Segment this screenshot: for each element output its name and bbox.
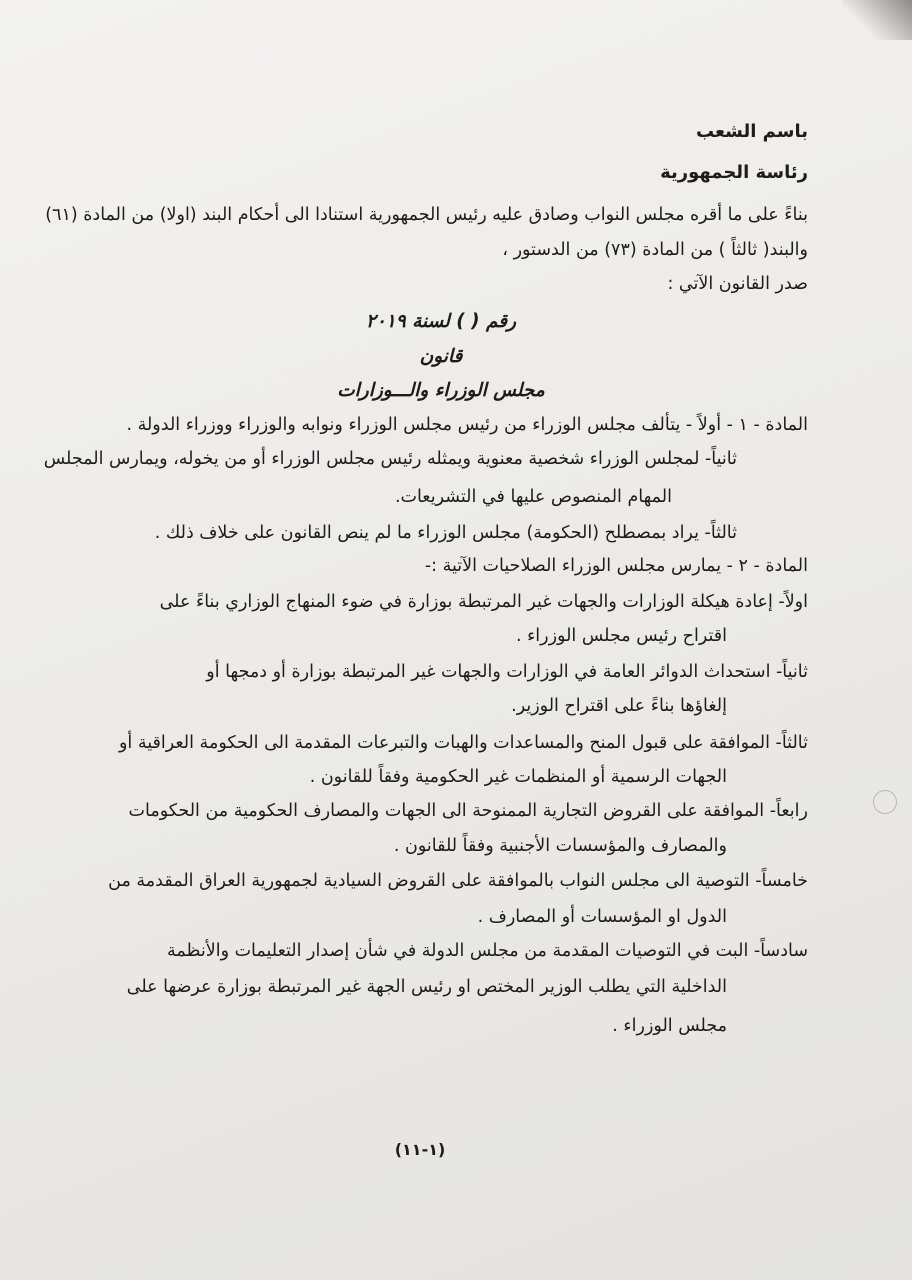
law-name: مجلس الوزراء والـــوزارات <box>337 380 545 401</box>
article-line: رابعاً- الموافقة على القروض التجارية الممنوحة الى الجهات والمصارف الحكومية من الحكومات <box>128 801 808 821</box>
article-line: خامساً- التوصية الى مجلس النواب بالموافقة على القروض السيادية لجمهورية العراق المقدمة من <box>108 871 808 891</box>
article-line: الجهات الرسمية أو المنظمات غير الحكومية وفقاً للقانون . <box>309 767 727 787</box>
article-line: المادة - ٢ - يمارس مجلس الوزراء الصلاحيات الآتية :- <box>424 556 808 576</box>
article-line: ثالثاً- يراد بمصطلح (الحكومة) مجلس الوزراء ما لم ينص القانون على خلاف ذلك . <box>154 523 737 543</box>
law-number: رقم ( ) لسنة ٢٠١٩ <box>365 311 517 332</box>
preamble-line: بناءً على ما أقره مجلس النواب وصادق عليه رئيس الجمهورية استنادا الى أحكام البند (اولا) من المادة (٦١) <box>45 205 808 225</box>
article-line: سادساً- البت في التوصيات المقدمة من مجلس الدولة في شأن إصدار التعليمات والأنظمة <box>167 941 808 961</box>
law-heading: قانون <box>419 346 463 367</box>
preamble-line: والبند( ثالثاً ) من المادة (٧٣) من الدستور ، <box>502 240 808 260</box>
article-line: ثانياً- لمجلس الوزراء شخصية معنوية ويمثله رئيس مجلس الوزراء أو من يخوله، ويمارس المجلس <box>43 449 737 469</box>
article-line: مجلس الوزراء . <box>612 1016 727 1036</box>
article-line: ثالثاً- الموافقة على قبول المنح والمساعدات والهبات والتبرعات المقدمة الى الحكومة العراقية أو <box>118 733 808 753</box>
preamble-line: صدر القانون الآتي : <box>667 274 808 294</box>
page-number: (١-١١) <box>394 1140 446 1159</box>
article-line: ثانياً- استحداث الدوائر العامة في الوزارات والجهات غير المرتبطة بوزارة أو دمجها أو <box>206 662 808 682</box>
header-people: باسم الشعب <box>695 121 808 142</box>
article-line: إلغاؤها بناءً على اقتراح الوزير. <box>511 696 727 716</box>
article-line: الدول او المؤسسات أو المصارف . <box>477 907 727 927</box>
article-line: المهام المنصوص عليها في التشريعات. <box>394 487 672 507</box>
page-edge-shadow <box>842 0 912 40</box>
article-line: المادة - ١ - أولاً - يتألف مجلس الوزراء من رئيس مجلس الوزراء ونوابه والوزراء ووزراء الدولة . <box>126 415 808 435</box>
header-presidency: رئاسة الجمهورية <box>660 162 808 183</box>
article-line: اقتراح رئيس مجلس الوزراء . <box>515 626 727 646</box>
article-line: الداخلية التي يطلب الوزير المختص او رئيس الجهة غير المرتبطة بوزارة عرضها على <box>126 977 727 997</box>
article-line: اولاً- إعادة هيكلة الوزارات والجهات غير المرتبطة بوزارة في ضوء المنهاج الوزاري بناءً على <box>159 592 808 612</box>
punch-hole <box>873 790 897 814</box>
article-line: والمصارف والمؤسسات الأجنبية وفقاً للقانون . <box>393 836 727 856</box>
